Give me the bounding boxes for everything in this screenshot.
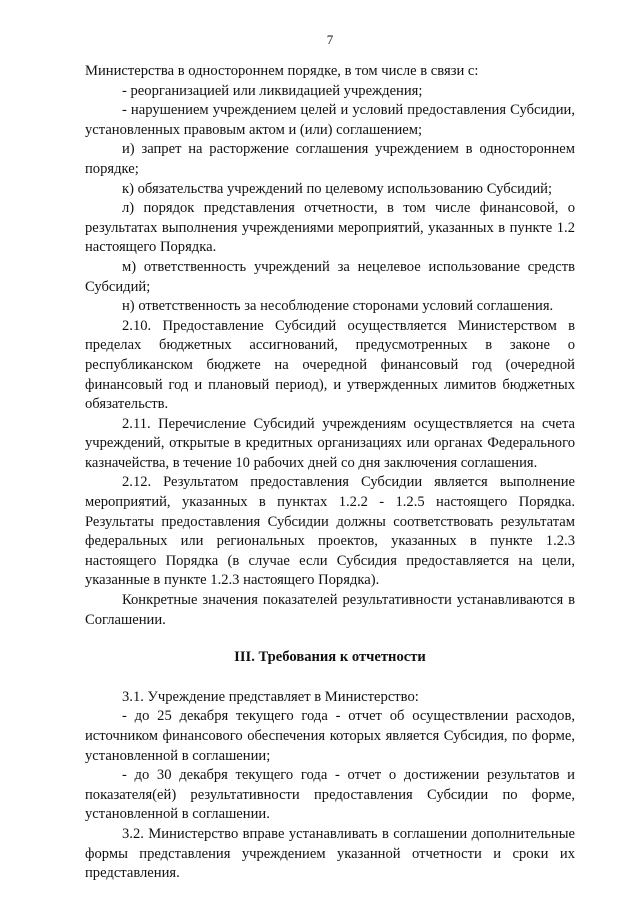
section-heading: III. Требования к отчетности	[234, 649, 426, 666]
clause-m: м) ответственность учреждений за нецелевое использование средств Субсидий;	[85, 258, 575, 295]
list-item-reorganization: - реорганизацией или ликвидацией учреждения;	[122, 82, 423, 99]
list-item-december-30: - до 30 декабря текущего года - отчет о достижении результатов и показателя(ей) результативности предоставления Субсидии по форме, установленной в соглашении.	[85, 767, 575, 823]
paragraph-2-12: 2.12. Результатом предоставления Субсидии является выполнение мероприятий, указанных в пунктах 1.2.2 - 1.2.5 настоящего Порядка. Результаты предоставления Субсидии должны соответствовать результатам федеральных или региональных проектов, указанных в пункте 1.2.3 настоящего Порядка (в случае если Субсидия предоставляется на цели, указанные в пункте 1.2.3 настоящего Порядка).	[85, 474, 575, 589]
paragraph-2-10: 2.10. Предоставление Субсидий осуществляется Министерством в пределах бюджетных ассигнований, предусмотренных в законе о республиканском бюджете на очередной финансовый год (очередной финансовый год и плановый период), и утвержденных лимитов бюджетных обязательств.	[85, 317, 575, 413]
paragraph-3-1: 3.1. Учреждение представляет в Министерство:	[122, 688, 419, 705]
document-body-section-3	[85, 688, 575, 884]
list-item-violation: - нарушением учреждением целей и условий предоставления Субсидии, установленных правовым актом и (или) соглашением;	[85, 102, 575, 138]
document-page	[85, 32, 575, 884]
paragraph-indicators: Конкретные значения показателей результативности устанавливаются в Соглашении.	[85, 592, 575, 628]
list-item-december-25: - до 25 декабря текущего года - отчет об осуществлении расходов, источником финансового обеспечения которых является Субсидия, по форме, установленной в соглашении;	[85, 708, 575, 764]
clause-k: к) обязательства учреждений по целевому использованию Субсидий;	[122, 180, 553, 197]
clause-i: и) запрет на расторжение соглашения учреждением в одностороннем порядке;	[85, 141, 575, 177]
clause-l: л) порядок представления отчетности, в том числе финансовой, о результатах выполнения учреждениями мероприятий, указанных в пункте 1.2 настоящего Порядка.	[85, 200, 575, 256]
paragraph-3-2: 3.2. Министерство вправе устанавливать в соглашении дополнительные формы представления учреждением указанной отчетности и сроки их представления.	[85, 825, 575, 882]
paragraph-2-11: 2.11. Перечисление Субсидий учреждениям осуществляется на счета учреждений, открытые в кредитных организациях или органах Федерального казначейства, в течение 10 рабочих дней со дня заключения соглашения.	[85, 415, 575, 471]
page-number: 7	[326, 32, 334, 47]
document-body	[85, 62, 575, 630]
clause-n: н) ответственность за несоблюдение сторонами условий соглашения.	[122, 298, 554, 315]
paragraph-continuation: Министерства в одностороннем порядке, в том числе в связи с:	[85, 63, 479, 79]
